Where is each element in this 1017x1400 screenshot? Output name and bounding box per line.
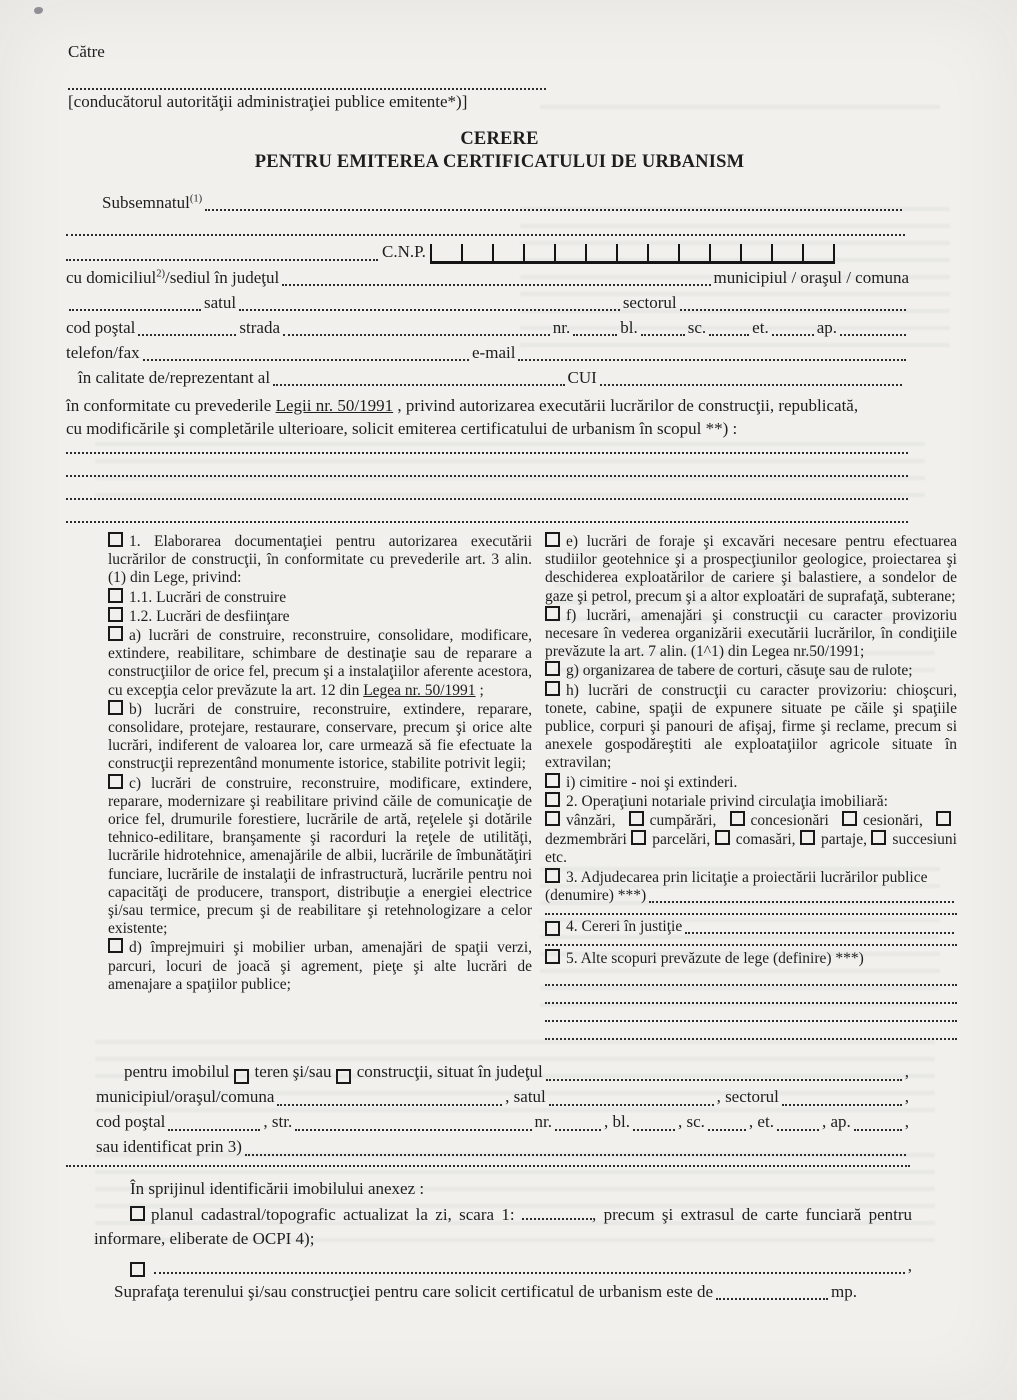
addressee-note: [conducătorul autorităţii administraţiei publice emitente*)] <box>68 92 468 111</box>
form-title <box>0 128 1017 174</box>
field-denumire-continuation[interactable] <box>545 913 957 915</box>
et-label: et. <box>752 318 769 337</box>
checkbox-4-cereri-justitie[interactable] <box>545 921 560 936</box>
addressee-label: Către <box>68 42 105 61</box>
imobil-satul-label: , satul <box>505 1087 546 1107</box>
option-1: 1. Elaborarea documentaţiei pentru autorizarea executării lucrărilor de construcţii, în conformitate cu prevederile art. 3 alin. (1) din Lege, privind: <box>108 533 532 587</box>
option-5: 5. Alte scopuri prevăzute de lege (definire) ***) <box>545 949 957 968</box>
domiciliu-row <box>66 267 909 289</box>
checkbox-vanzari[interactable] <box>545 811 560 826</box>
option-d: d) împrejmuiri şi mobilier urban, amenajări de spaţii verzi, parcuri, locuri de joacă şi agrement, pieţe şi alte lucrări de amenajare a spaţiilor publice; <box>108 939 532 993</box>
satul-label: satul <box>204 293 237 312</box>
checkbox-cesionari[interactable] <box>842 811 857 826</box>
field-imobil-bl[interactable] <box>633 1114 675 1131</box>
law-reference-link: Legea nr. 50/1991 <box>363 681 476 699</box>
option-1-1: 1.1. Lucrări de construire <box>108 588 532 607</box>
imobil-sectorul-label: , sectorul <box>716 1087 779 1107</box>
sectorul-label: sectorul <box>622 293 677 312</box>
imobil-bl-label: , bl. <box>604 1112 630 1132</box>
subsemnatul-label: Subsemnatul$^{(1)}$ <box>102 193 203 212</box>
calitate-label: în calitate de/reprezentant al <box>78 368 271 387</box>
field-subsemnatul[interactable] <box>205 194 902 211</box>
scan-artifact-speck <box>34 7 43 14</box>
form-title-line1: CERERE <box>460 129 539 149</box>
annex-other-item: , <box>66 1255 912 1277</box>
telefon-label: telefon/fax <box>66 343 140 362</box>
purpose-options-right <box>545 532 957 1043</box>
addressee-fill-line[interactable] <box>68 88 546 90</box>
checkbox-alt-document[interactable] <box>130 1262 145 1277</box>
mp-label: mp. <box>831 1282 858 1302</box>
field-sc[interactable] <box>709 319 749 336</box>
imobil-ap-label: , ap. <box>821 1112 851 1132</box>
email-label: e-mail <box>472 343 516 362</box>
option-e: e) lucrări de foraje şi excavări necesare pentru efectuarea studiilor geotehnice şi a prospecţiunilor geologice, proiectarea şi deschiderea exploatărilor de cariere şi balastiere, a sondelor de gaze şi petrol, precum şi a altor exploatări de suprafaţă, subterane; <box>545 533 957 605</box>
notarial-label: partaje, <box>820 831 867 849</box>
field-cereri-justitie[interactable] <box>685 920 954 934</box>
field-imobil-cod-postal[interactable] <box>168 1114 260 1131</box>
field-telefon[interactable] <box>143 344 469 361</box>
domiciliu-label: cu domiciliul$^{2)}$/sediul în judeţul <box>66 268 280 287</box>
checkbox-2-operatiuni-notariale[interactable] <box>545 792 560 807</box>
field-judetul[interactable] <box>282 269 710 286</box>
notarial-operations-line <box>545 811 957 868</box>
option-b: b) lucrări de construire, reconstruire, extindere, reparare, consolidare, protejare, restaurare, conservare, precum şi orice alte lucrări, indiferent de valoarea lor, care urmează să fie efectuate la construcţii reprezentând monumente istorice, stabilite potrivit legii; <box>108 700 532 773</box>
strada-label: strada <box>239 318 280 337</box>
field-imobil-ap[interactable] <box>854 1114 902 1131</box>
imobil-et-label: , et. <box>748 1112 774 1132</box>
suprafata-label: Suprafaţa terenului şi/sau construcţiei pentru care solicit certificatul de urbanism este de <box>114 1282 714 1302</box>
notarial-label: cumpărări, <box>649 812 717 830</box>
option-3: 3. Adjudecarea prin licitaţie a proiectării lucrărilor publice <box>545 868 957 887</box>
cui-label: CUI <box>567 368 597 387</box>
annex-section <box>66 1177 912 1303</box>
checkbox-i[interactable] <box>545 773 560 788</box>
imobil-str-label: , str. <box>263 1112 293 1132</box>
field-nr[interactable] <box>573 319 617 336</box>
checkbox-e[interactable] <box>545 532 560 547</box>
field-strada[interactable] <box>283 319 550 336</box>
checkbox-cumparari[interactable] <box>629 811 644 826</box>
annex-plan-item: planul cadastral/topografic actualizat la zi, scara 1: , precum şi extrasul de carte funciară pentru informare, eliberate de OCPI 4); <box>94 1205 912 1249</box>
option-4-row: 4. Cereri în justiţie <box>545 918 957 936</box>
bl-label: bl. <box>620 318 638 337</box>
notarial-label: cesionări, <box>863 812 923 830</box>
field-scara[interactable] <box>522 1205 592 1220</box>
field-before-cnp[interactable] <box>66 244 378 261</box>
adresa-row <box>66 317 909 339</box>
field-satul[interactable] <box>239 294 620 311</box>
cnp-digit-grid[interactable] <box>430 244 835 264</box>
field-imobil-nr[interactable] <box>555 1114 601 1131</box>
form-title-line2: PENTRU EMITEREA CERTIFICATULUI DE URBANISM <box>254 152 745 172</box>
sc-label: sc. <box>687 318 707 337</box>
satul-row <box>66 292 909 314</box>
checkbox-b[interactable] <box>108 700 123 715</box>
checkbox-constructii[interactable] <box>336 1069 351 1084</box>
property-line-1: pentru imobilul teren şi/sau construcţii, situat în judeţul , <box>66 1059 909 1084</box>
law-reference-link: Legii nr. 50/1991 <box>275 396 394 415</box>
municipiu-label: municipiul / oraşul / comuna <box>713 268 909 287</box>
field-imobil-sectorul[interactable] <box>782 1089 902 1106</box>
field-et[interactable] <box>772 319 814 336</box>
checkbox-d[interactable] <box>108 938 123 953</box>
teren-label: teren şi/sau <box>254 1062 332 1082</box>
checkbox-g[interactable] <box>545 661 560 676</box>
annex-suprafata-row <box>66 1281 912 1303</box>
field-alte-scopuri-line-4[interactable] <box>545 1038 957 1040</box>
constructii-label: construcţii, situat în judeţul <box>356 1062 543 1082</box>
notarial-label: succesiuni etc. <box>545 831 957 867</box>
property-section <box>66 1059 909 1159</box>
option-i: i) cimitire - noi şi extinderi. <box>545 773 957 792</box>
denumire-label: (denumire) ***) <box>545 886 647 904</box>
option-h: h) lucrări de construcţii cu caracter provizoriu: chioşcuri, tonete, cabine, spaţii de expunere situate pe căile şi spaţiile publice, corpuri şi panouri de afişaj, firme şi reclame, precum si anexele gospodăreştiti ale exploataţiilor agricole situate în extravilan; <box>545 681 957 772</box>
checkbox-partaje[interactable] <box>800 830 815 845</box>
field-identificat[interactable] <box>245 1139 906 1156</box>
imobil-sc-label: , sc. <box>678 1112 705 1132</box>
option-g: g) organizarea de tabere de corturi, căsuţe sau de rulote; <box>545 661 957 680</box>
option-2: 2. Operaţiuni notariale privind circulaţia imobiliară: <box>545 792 957 811</box>
checkbox-a[interactable] <box>108 626 123 641</box>
checkbox-c[interactable] <box>108 774 123 789</box>
cnp-row <box>66 240 1017 264</box>
field-subsemnatul-continuation[interactable] <box>66 234 905 236</box>
pentru-imobilul-label: pentru imobilul <box>124 1062 230 1082</box>
field-sectorul[interactable] <box>680 294 906 311</box>
ap-label: ap. <box>816 318 837 337</box>
notarial-label: concesionări <box>750 812 829 830</box>
checkbox-dezmembrari[interactable] <box>936 811 951 826</box>
checkbox-succesiuni[interactable] <box>871 830 886 845</box>
field-alte-scopuri-line-1[interactable] <box>545 984 957 986</box>
option-a: a) lucrări de construire, reconstruire, consolidare, modificare, extindere, reabilitare, schimbare de destinaţie sau de reparare a construcţiilor de orice fel, precum şi a instalaţiilor aferente acestora, cu excepţia celor prevăzute la art. 12 din Legea nr. 50/1991 ; <box>108 627 532 699</box>
field-cod-postal[interactable] <box>138 319 236 336</box>
subsemnatul-row <box>102 192 905 214</box>
nr-label: nr. <box>552 318 571 337</box>
field-cui[interactable] <box>600 369 902 386</box>
notarial-label: vânzări, <box>566 812 616 830</box>
field-bl[interactable] <box>641 319 685 336</box>
scope-write-line-1[interactable] <box>66 452 908 454</box>
imobil-cod-postal-label: cod poştal <box>96 1112 166 1132</box>
field-reprezentant[interactable] <box>273 369 564 386</box>
checkbox-concesionari[interactable] <box>730 811 745 826</box>
option-f: f) lucrări, amenajări şi construcţii cu caracter provizoriu necesare în vederea organizării executării lucrărilor, în condiţiile prevăzute la art. 7 alin. (1^1) din Legea nr.50/1991; <box>545 606 957 661</box>
field-suprafata[interactable] <box>716 1283 828 1300</box>
denumire-row <box>545 887 957 905</box>
calitate-row <box>78 367 905 389</box>
notarial-label: parcelări, <box>652 831 711 849</box>
checkbox-1-2-lucrari-desfiintare[interactable] <box>108 607 123 622</box>
checkbox-f[interactable] <box>545 606 560 621</box>
checkbox-1-elaborare-documentatie[interactable] <box>108 532 123 547</box>
field-email[interactable] <box>518 344 906 361</box>
checkbox-plan-cadastral[interactable] <box>130 1206 145 1221</box>
property-line-2: municipiul/oraşul/comuna , satul , sectorul , <box>66 1084 909 1109</box>
scope-write-line-4[interactable] <box>66 521 908 523</box>
field-imobil-strada[interactable] <box>295 1114 531 1131</box>
field-imobil-satul[interactable] <box>549 1089 714 1106</box>
field-denumire[interactable] <box>649 889 954 903</box>
field-cereri-continuation[interactable] <box>545 944 957 946</box>
cnp-label: C.N.P. <box>382 242 426 261</box>
checkbox-h[interactable] <box>545 681 560 696</box>
legal-basis-paragraph: în conformitate cu prevederile Legii nr. 50/1991 , privind autorizarea executării lucrărilor de construcţii, republicată, cu modificările şi completările ulterioare, solicit emiterea certificatului de urbanism în scopul **) : <box>66 396 859 438</box>
notarial-label: dezmembrări <box>545 831 627 849</box>
notarial-label: comasări, <box>735 831 796 849</box>
field-alt-document[interactable] <box>154 1257 905 1274</box>
option-1-2: 1.2. Lucrări de desfiinţare <box>108 607 532 626</box>
annex-heading: În sprijinul identificării imobilului anexez : <box>130 1179 425 1199</box>
field-ap[interactable] <box>840 319 906 336</box>
checkbox-5-alte-scopuri[interactable] <box>545 949 560 964</box>
checkbox-parcelari[interactable] <box>631 830 646 845</box>
property-line-4 <box>66 1134 909 1159</box>
identificat-label: sau identificat prin 3) <box>96 1137 242 1157</box>
checkbox-1-1-lucrari-construire[interactable] <box>108 588 123 603</box>
field-imobil-et[interactable] <box>777 1114 819 1131</box>
checkbox-comasari[interactable] <box>715 830 730 845</box>
checkbox-teren[interactable] <box>234 1069 249 1084</box>
scope-write-line-3[interactable] <box>66 498 908 500</box>
identity-section <box>0 192 1017 389</box>
cod-postal-label: cod poştal <box>66 318 136 337</box>
checkbox-3-adjudecare[interactable] <box>545 868 560 883</box>
imobil-municipiu-label: municipiul/oraşul/comuna <box>96 1087 275 1107</box>
field-identificat-continuation[interactable] <box>66 1165 910 1167</box>
purpose-options-left <box>108 532 532 1043</box>
option-c: c) lucrări de construire, reconstruire, modificare, extindere, reparare, modernizare şi reabilitare privind căile de comunicaţie de orice fel, drumurile forestiere, lucrările de artă, reţelele şi dotările tehnico-edilitare, branşamente şi racorduri la reţele de utilităţi, lucrările hidrotehnice, amenajările de albii, lucrările de îmbunătăţiri funciare, lucrările de instalaţii de infrastructură, lucrările pentru noi capacităţi de producere, transport, distribuţie a energiei electrice şi/sau termice, precum şi de reabilitare şi retehnologizare a celor existente; <box>108 774 532 938</box>
field-alte-scopuri-line-2[interactable] <box>545 1002 957 1004</box>
scope-write-line-2[interactable] <box>66 475 908 477</box>
field-imobil-municipiul[interactable] <box>277 1089 502 1106</box>
field-alte-scopuri-line-3[interactable] <box>545 1020 957 1022</box>
imobil-nr-label: nr. <box>534 1112 553 1132</box>
field-imobil-sc[interactable] <box>708 1114 746 1131</box>
contact-row <box>66 342 909 364</box>
field-imobil-judetul[interactable] <box>546 1064 902 1081</box>
property-line-3: cod poştal , str. nr. , bl. , sc. , et. , ap. , <box>66 1109 909 1134</box>
purpose-options <box>108 532 957 1043</box>
field-municipiul[interactable] <box>69 294 201 311</box>
